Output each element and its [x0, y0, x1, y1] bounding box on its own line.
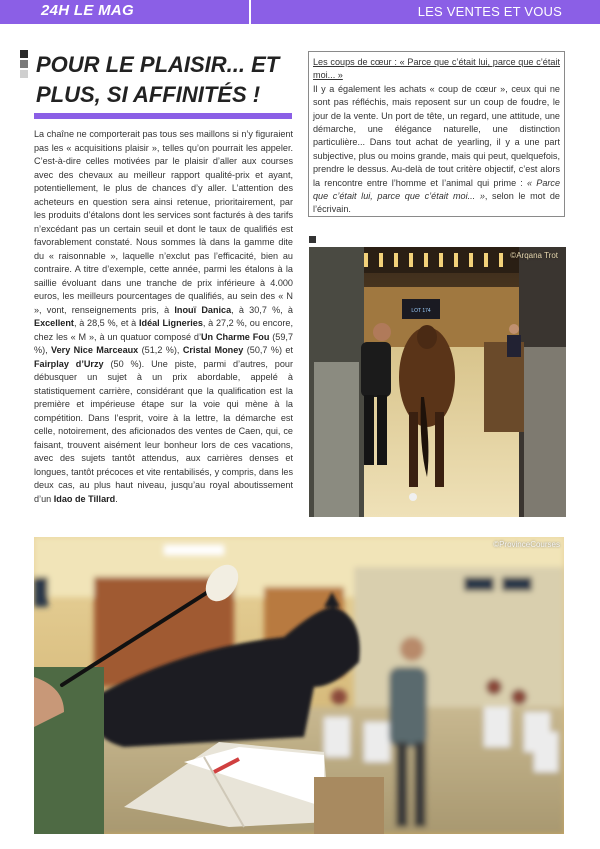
decorative-squares: [20, 50, 28, 80]
sidebar-box-quote: « Parce que c’était lui, parce que c’était moi... »: [313, 177, 561, 202]
magazine-name: 24H LE MAG: [41, 2, 135, 19]
article-text-run: La chaîne ne comporterait pas tous ses maillons si n’y figuraient pas les « acquisitions plaisir », telles qu’on pourrait les appeler. C’est-à-dire celles motivées par le plaisir d’aller aux courses avec des chevaux au meilleur rapport qualité-prix et ayant, potentiellement, le plus de chances d’y aller. L’attention des acheteurs en question sera ainsi retenue, prioritairement, par les produits d’étalons dont les services sont facturés à des tarifs n’excédant pas un certain seuil et dont le taux de qualifiés est favorablement constaté. Nous sommes là dans la gamme dite du « raisonnable », laquelle n’exclut pas l’efficacité, bien au contraire. A titre d’exemple, cette année, parmi les étalons à la saillie évoluant dans une tranche de prix inférieure à 4.000 euros, les meilleurs pourcentages de qualifiés, au sein des « N », vont, renseignements pris, à: [34, 129, 293, 315]
auction-photo: [34, 537, 564, 834]
photo2-credit: ©ProvinceCourses: [493, 540, 560, 549]
sidebar-box-title: Les coups de cœur : « Parce que c’était lui, parce que c’était moi... »: [313, 57, 560, 81]
photo1-credit: ©Arqana Trot: [510, 251, 558, 260]
photo-marker: [309, 236, 316, 243]
section-name: LES VENTES ET VOUS: [417, 4, 562, 19]
sidebar-box: [308, 51, 565, 217]
article-text-run: (51,2 %),: [138, 345, 183, 355]
title-underline: [34, 113, 292, 119]
horse-name: Cristal Money: [182, 345, 244, 355]
sale-ring-photo: [309, 247, 566, 517]
horse-name: Fairplay d’Urzy: [34, 358, 104, 369]
svg-text:LOT 174: LOT 174: [411, 308, 431, 314]
article-text-run: , à 30,7 %, à: [231, 304, 293, 315]
article-text-run: , à 28,5 %, et à: [73, 318, 139, 328]
article-text-run: .: [115, 493, 118, 504]
header-bar: [0, 0, 600, 24]
horse-name: Un Charme Fou: [200, 331, 270, 342]
horse-name: Very Nice Marceaux: [51, 345, 139, 355]
horse-name: Idao de Tillard: [53, 493, 116, 504]
article-text-run: , à 27,2 %, ou encore, chez les « M », à un quatuor composé d’: [34, 318, 293, 342]
horse-name: Idéal Ligneries: [138, 318, 203, 328]
article-body: [34, 128, 293, 506]
sidebar-box-body: Il y a également les achats « coup de cœur », ceux qui ne sont pas réfléchis, mais reposent sur un coup de foudre, le jour de la vente. Un port de tête, un regard, une attitude, une démarche, une élégance naturelle, une distinction particulière... Dans tout achat de yearling, il y a une part subjective, plus ou moins grande, mais qui peut, quelquefois, prendre le dessus. Au-delà de tout critère objectif, c’est alors la rencontre entre l’homme et l’animal qui prime : « Parce que c’était lui, parce que c’était moi... », selon le mot de l’écrivain.: [313, 83, 561, 215]
article-text-run: (50 %). Une piste, parmi d’autres, pour débusquer un sujet à un prix abordable, appelé à statistiquement carrière, considérant que la qualification est la première et impérieuse étape sur la voie qui mène à la compétition. Dans l’esprit, voire à la lettre, la démarche est celle, notoirement, des aficionados des ventes de Caen, qui, ce faisant, trouvent aisément leur bonheur lors de ces vacations, avec des sujets tantôt attendus, aux carrières denses et longues, tantôt précoces et vite rentabilisés, y compris, dans les deux cas, au plus haut niveau, jusqu’au royal aboutissement d’un: [34, 358, 293, 504]
article-text-run: (50,7 %) et: [243, 345, 293, 355]
horse-name: Excellent: [34, 318, 74, 328]
horse-name: Inouï Danica: [174, 304, 232, 315]
header-divider: [249, 0, 251, 24]
article-text-run: (59,7 %),: [34, 331, 293, 355]
article-title: POUR LE PLAISIR... ET PLUS, SI AFFINITÉS !: [36, 52, 280, 107]
